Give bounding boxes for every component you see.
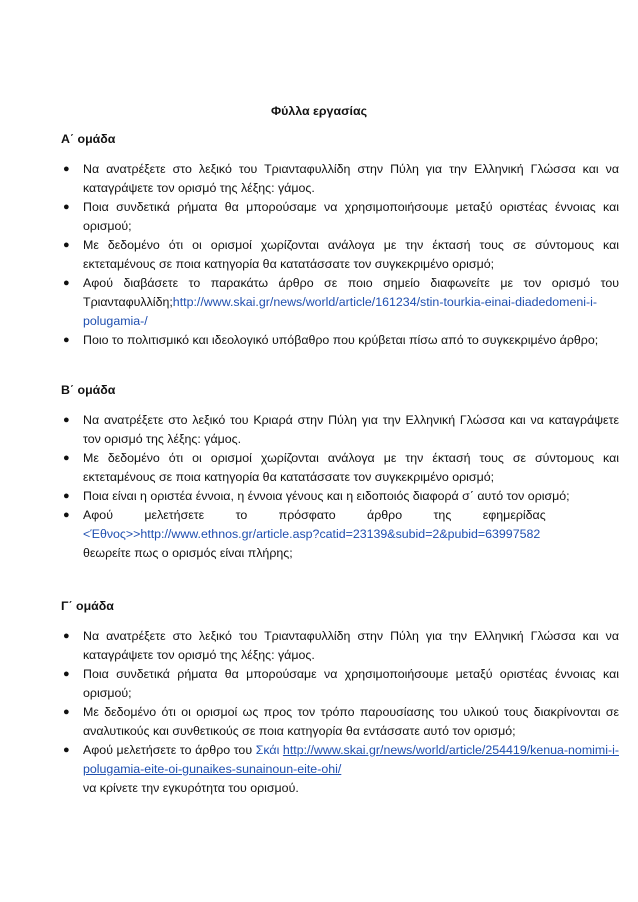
bullet-icon: ● <box>63 277 70 289</box>
list-item <box>61 703 619 741</box>
bullet-icon: ● <box>63 509 70 521</box>
item-text: Αφού διαβάσετε το παρακάτω άρθρο σε ποιο σημείο διαφωνείτε με τον ορισμό του Τριανταφυλλίδη; <box>83 276 619 309</box>
bullet-icon: ● <box>63 334 70 346</box>
list-item <box>61 274 619 331</box>
item-text: Αφού μελετήσετε το άρθρο του <box>83 743 253 757</box>
document-title: Φύλλα εργασίας <box>270 104 368 118</box>
item-text: Ποια συνδετικά ρήματα θα μπορούσαμε να χρησιμοποιήσουμε μεταξύ οριστέας έννοιας και ορισμού; <box>83 200 619 233</box>
list-item <box>61 331 619 350</box>
item-text: Να ανατρέξετε στο λεξικό του Τριανταφυλλίδη στην Πύλη για την Ελληνική Γλώσσα και να καταγράψετε τον ορισμό της λέξης: γάμος. <box>83 629 619 662</box>
source-name: Σκάι <box>255 743 280 757</box>
bullet-icon: ● <box>63 744 70 756</box>
item-text-after: να κρίνετε την εγκυρότητα του ορισμού. <box>83 781 299 795</box>
source-link-label[interactable]: <Έθνος>> <box>83 527 141 541</box>
group-a-list <box>61 160 619 350</box>
bullet-icon: ● <box>63 490 70 502</box>
bullet-icon: ● <box>63 668 70 680</box>
item-text: Με δεδομένο ότι οι ορισμοί χωρίζονται ανάλογα με την έκτασή τους σε σύντομους και εκτεταμένους σε ποια κατηγορία θα κατατάσσατε τον συγκεκριμένο ορισμό; <box>83 238 619 271</box>
list-item <box>61 411 619 449</box>
list-item <box>61 487 619 506</box>
item-text: Με δεδομένο ότι οι ορισμοί χωρίζονται ανάλογα με την έκτασή τους σε σύντομους και εκτεταμένους σε ποια κατηγορία θα κατατάσσατε τον συγκεκριμένο ορισμό; <box>83 451 619 484</box>
group-b-heading: Β΄ ομάδα <box>61 383 116 397</box>
bullet-icon: ● <box>63 706 70 718</box>
item-text: Με δεδομένο ότι οι ορισμοί ως προς τον τρόπο παρουσίασης του υλικού τους διακρίνονται σε αναλυτικούς και συνθετικούς σε ποια κατηγορία θα εντάσσατε αυτό τον ορισμό; <box>83 705 619 738</box>
item-text: Να ανατρέξετε στο λεξικό του Κριαρά στην Πύλη για την Ελληνική Γλώσσα και να καταγράψετε τον ορισμό της λέξης: γάμος. <box>83 413 619 446</box>
bullet-icon: ● <box>63 630 70 642</box>
list-item <box>61 506 619 563</box>
bullet-icon: ● <box>63 452 70 464</box>
group-b-list <box>61 411 619 563</box>
bullet-icon: ● <box>63 414 70 426</box>
item-text: Ποια είναι η οριστέα έννοια, η έννοια γένους και η ειδοποιός διαφορά σ΄ αυτό τον ορισμό; <box>83 489 570 503</box>
bullet-icon: ● <box>63 201 70 213</box>
list-item <box>61 198 619 236</box>
list-item <box>61 627 619 665</box>
item-text: Να ανατρέξετε στο λεξικό του Τριανταφυλλίδη στην Πύλη για την Ελληνική Γλώσσα και να καταγράψετε τον ορισμό της λέξης: γάμος. <box>83 162 619 195</box>
item-text-after: θεωρείτε πως ο ορισμός είναι πλήρης; <box>83 546 293 560</box>
list-item <box>61 665 619 703</box>
list-item <box>61 160 619 198</box>
item-text: Αφού μελετήσετε το πρόσφατο άρθρο της εφημερίδας <box>83 508 546 522</box>
group-c-list <box>61 627 619 798</box>
bullet-icon: ● <box>63 239 70 251</box>
article-link[interactable]: http://www.ethnos.gr/article.asp?catid=23139&subid=2&pubid=63997582 <box>140 527 541 541</box>
item-text: Ποια συνδετικά ρήματα θα μπορούσαμε να χρησιμοποιήσουμε μεταξύ οριστέας έννοιας και ορισμού; <box>83 667 619 700</box>
list-item <box>61 741 619 798</box>
list-item <box>61 236 619 274</box>
item-text: Ποιο το πολιτισμικό και ιδεολογικό υπόβαθρο που κρύβεται πίσω από το συγκεκριμένο άρθρο; <box>83 333 599 347</box>
list-item <box>61 449 619 487</box>
article-link[interactable]: http://www.skai.gr/news/world/article/254419/kenua-nomimi-i-polugamia-eite-oi-gunaikes-sunainoun-eite-ohi/ <box>83 743 619 776</box>
group-a-heading: Α΄ ομάδα <box>61 132 116 146</box>
bullet-icon: ● <box>63 163 70 175</box>
group-c-heading: Γ΄ ομάδα <box>61 599 114 613</box>
article-link[interactable]: http://www.skai.gr/news/world/article/161234/stin-tourkia-einai-diadedomeni-i-polugamia-/ <box>83 295 598 328</box>
